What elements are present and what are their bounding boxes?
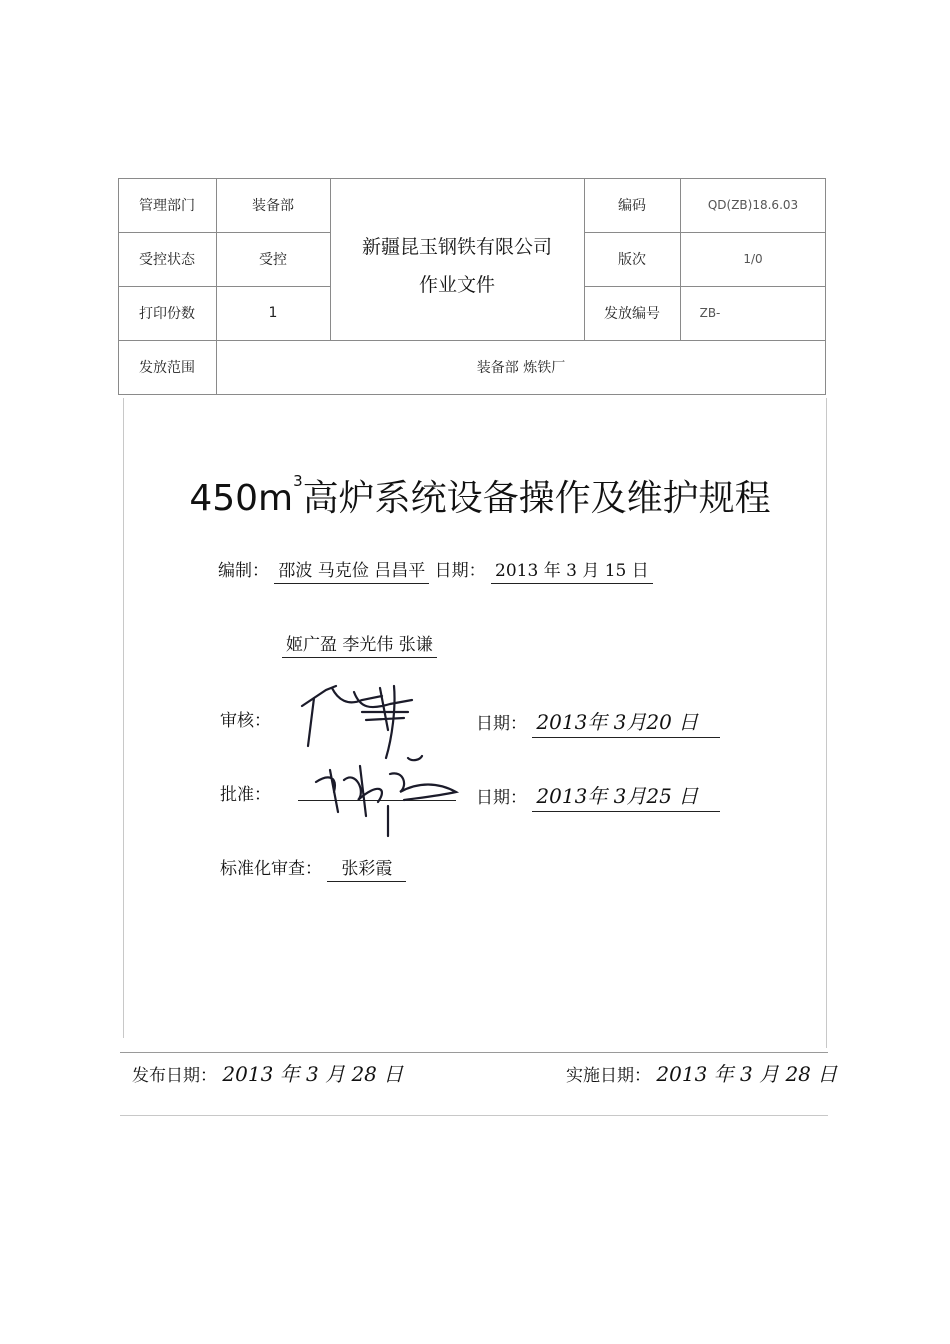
standard-label: 标准化审查： bbox=[220, 859, 322, 879]
label-dept: 管理部门 bbox=[139, 198, 195, 214]
value-distribution: 装备部 炼铁厂 bbox=[476, 360, 566, 376]
footer-bottom-rule bbox=[120, 1115, 828, 1116]
value-issue-number: ZB- bbox=[699, 306, 721, 320]
issue-date: 2013 年 3 月 28 日 bbox=[222, 1062, 404, 1086]
impl-date: 2013 年 3 月 28 日 bbox=[656, 1062, 838, 1086]
value-print-copies: 1 bbox=[268, 305, 278, 321]
standard-row bbox=[220, 854, 406, 879]
compile-date-label: 日期： bbox=[434, 561, 486, 581]
approve-signature bbox=[308, 752, 468, 838]
company-name: 新疆昆玉钢铁有限公司 bbox=[361, 236, 552, 258]
impl-date-row bbox=[566, 1058, 837, 1087]
approve-date-row bbox=[476, 780, 720, 812]
review-date: 2013年 3月20 日 bbox=[532, 706, 720, 738]
review-date-row bbox=[476, 706, 720, 738]
compile-label: 编制： bbox=[218, 561, 269, 581]
document-title bbox=[100, 470, 860, 521]
issue-date-row bbox=[132, 1058, 403, 1087]
label-issue-number: 发放编号 bbox=[604, 306, 660, 322]
value-control-status: 受控 bbox=[259, 252, 287, 268]
review-signature bbox=[292, 668, 442, 764]
compile-authors-row2 bbox=[282, 630, 437, 655]
approve-label: 批准： bbox=[220, 785, 271, 805]
value-dept: 装备部 bbox=[252, 198, 294, 214]
impl-date-label: 实施日期： bbox=[566, 1066, 651, 1086]
scan-margin-line bbox=[123, 398, 124, 1038]
review-date-label: 日期： bbox=[476, 714, 527, 734]
footer-rule bbox=[120, 1052, 828, 1053]
title-prefix: 450m bbox=[189, 478, 294, 519]
label-distribution: 发放范围 bbox=[139, 360, 195, 376]
document-type: 作业文件 bbox=[418, 274, 495, 296]
approve-date-label: 日期： bbox=[476, 788, 527, 808]
review-label: 审核： bbox=[220, 711, 271, 731]
value-version: 1/0 bbox=[743, 252, 763, 266]
label-code: 编码 bbox=[618, 198, 646, 214]
title-superscript: 3 bbox=[293, 472, 303, 490]
compile-authors-2: 姬广盈 李光伟 张谦 bbox=[282, 635, 437, 658]
approve-date: 2013年 3月25 日 bbox=[532, 780, 720, 812]
compile-date: 2013 年 3 月 15 日 bbox=[491, 561, 653, 584]
standard-reviewer: 张彩霞 bbox=[327, 859, 406, 882]
compile-row bbox=[218, 556, 653, 581]
issue-date-label: 发布日期： bbox=[132, 1066, 217, 1086]
compile-authors: 邵波 马克俭 吕昌平 bbox=[274, 561, 429, 584]
company-block bbox=[330, 228, 584, 304]
label-control-status: 受控状态 bbox=[139, 252, 195, 268]
control-header-table bbox=[118, 178, 826, 395]
table-rule bbox=[118, 394, 826, 395]
scan-margin-line bbox=[826, 398, 827, 1048]
label-print-copies: 打印份数 bbox=[139, 306, 195, 322]
title-text: 高炉系统设备操作及维护规程 bbox=[302, 478, 771, 519]
label-version: 版次 bbox=[618, 252, 646, 268]
value-code: QD(ZB)18.6.03 bbox=[707, 198, 799, 212]
